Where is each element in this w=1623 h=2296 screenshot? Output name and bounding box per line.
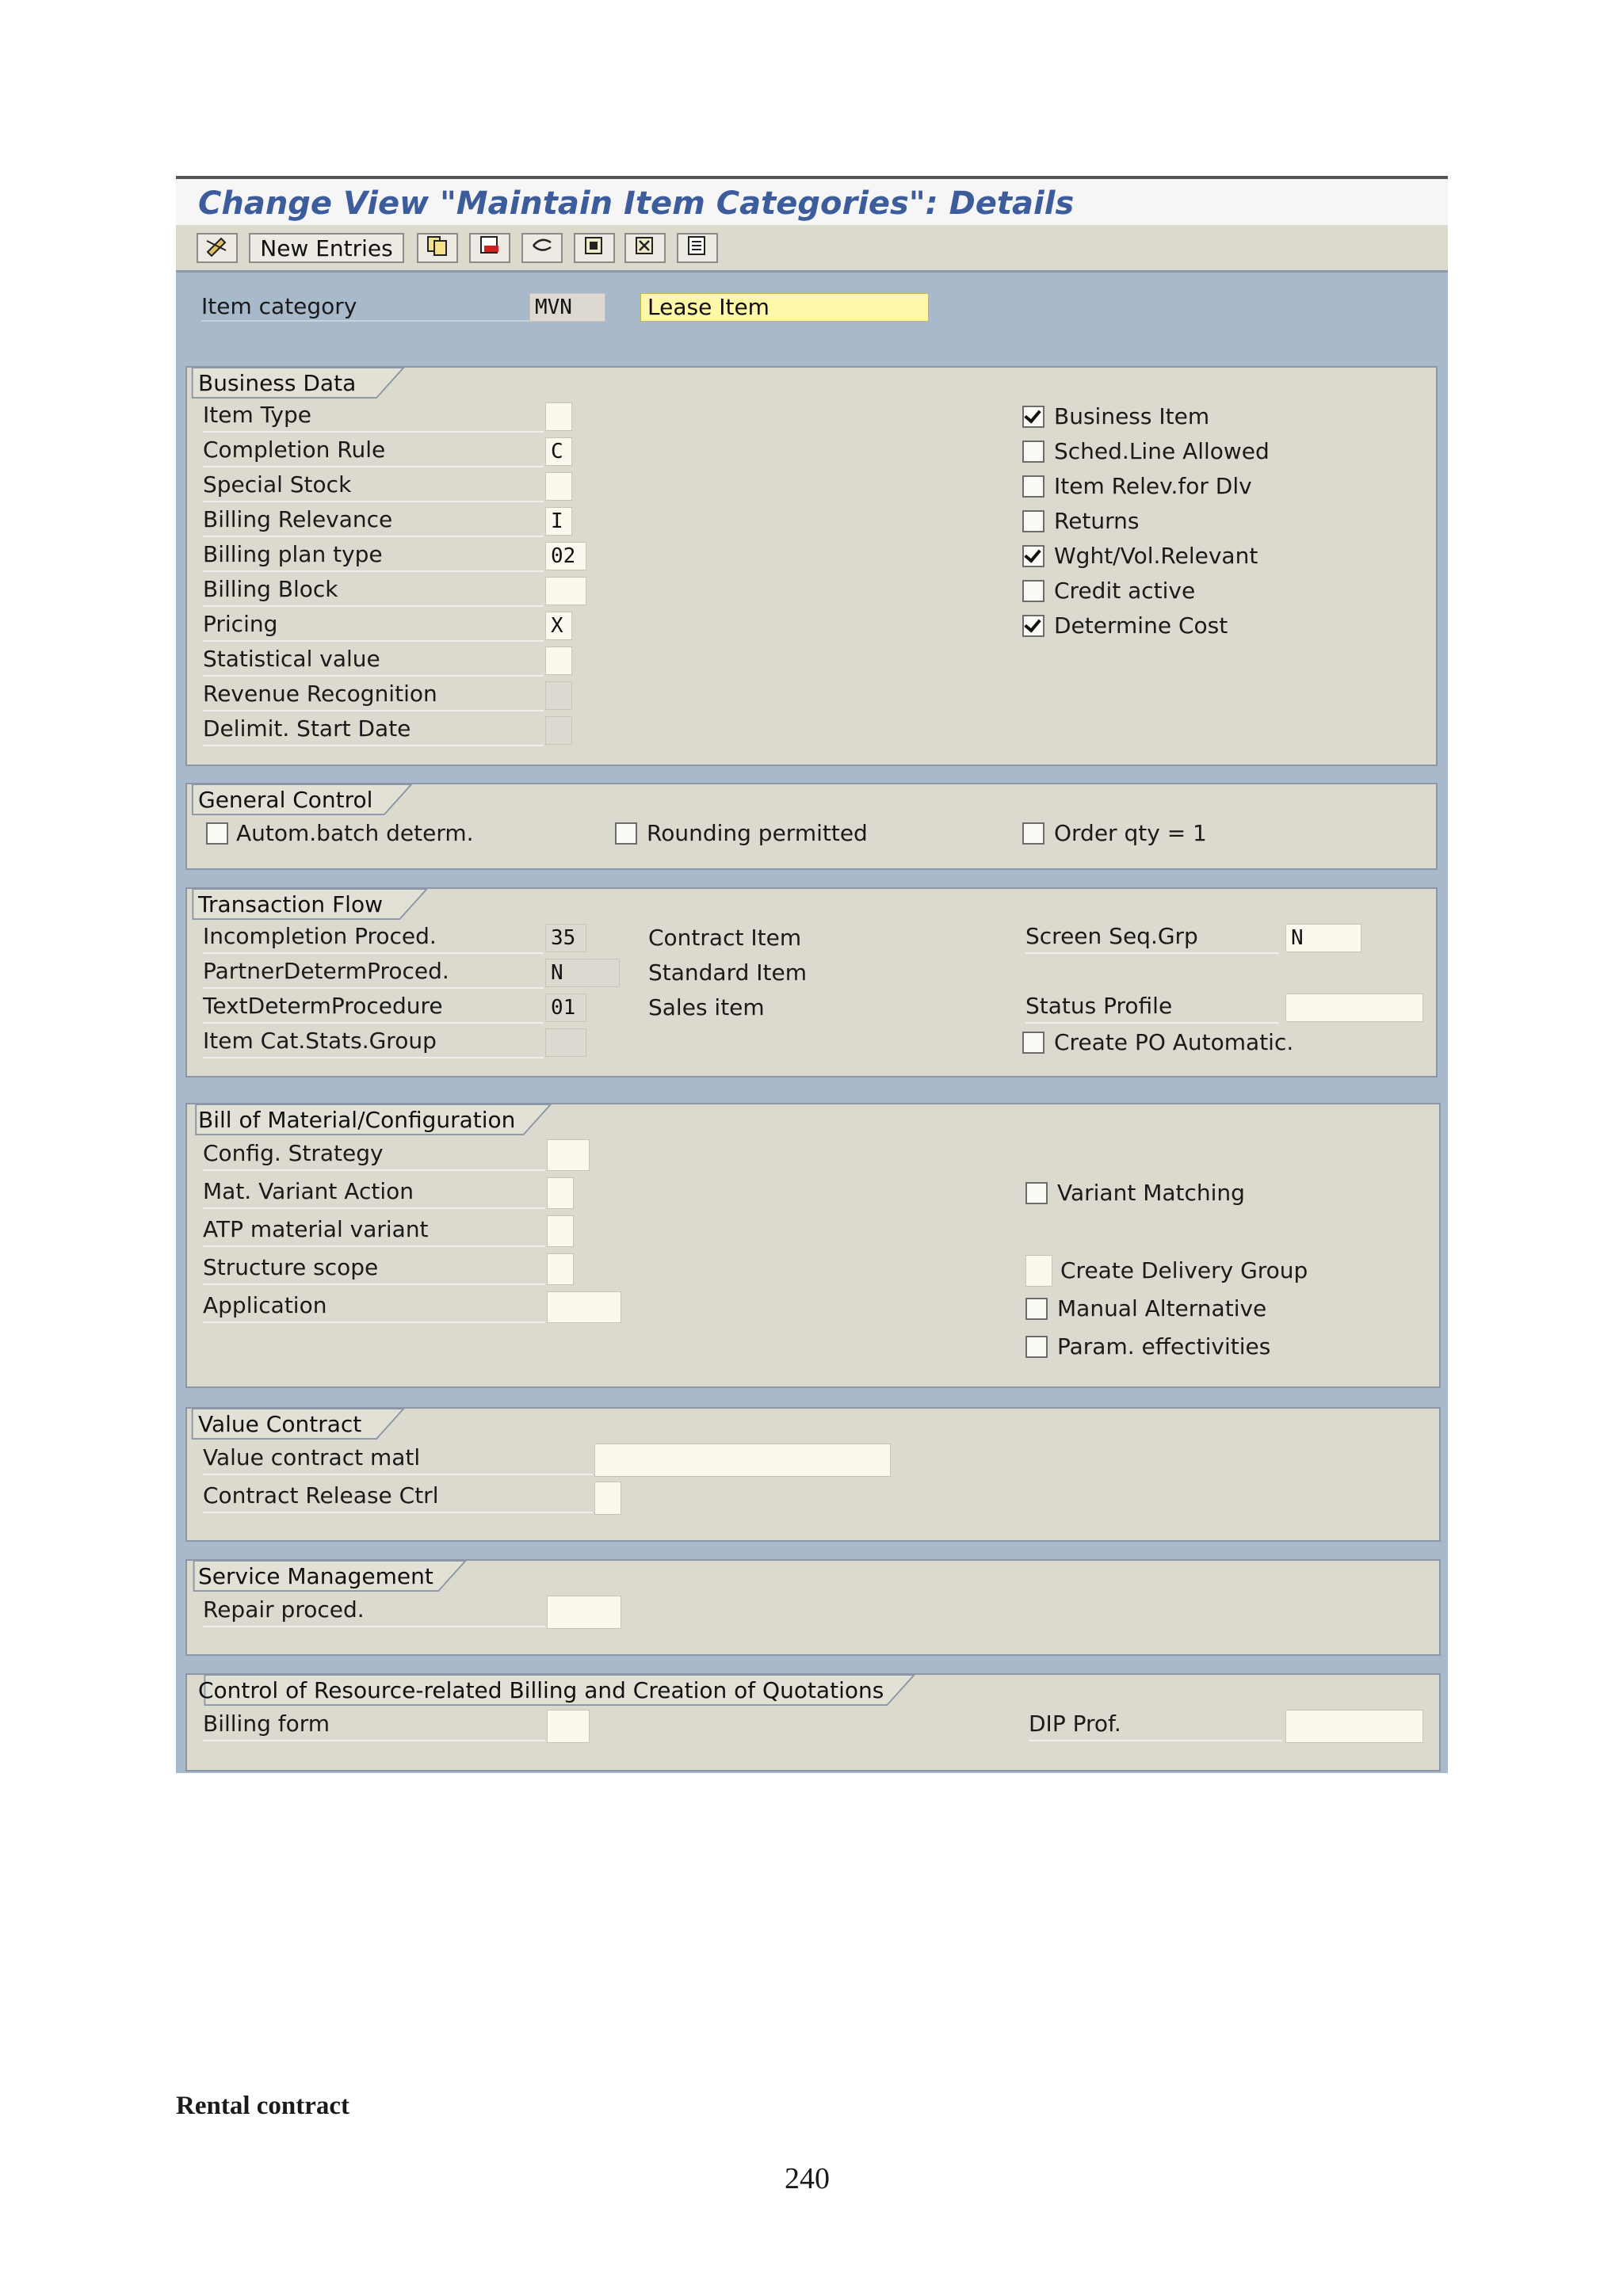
field-text-determ-procedure[interactable]: 01 [545,994,586,1022]
title-bar [176,176,1448,225]
label-statistical-value: Statistical value [203,645,544,677]
label-billing-plan-type: Billing plan type [203,540,544,572]
field-incompletion-proced[interactable]: 35 [545,924,586,952]
field-special-stock[interactable] [545,472,572,501]
field-value-contract-matl[interactable] [594,1444,891,1477]
field-statistical-value[interactable] [545,646,572,675]
delete-icon [478,235,502,262]
label-create-po-automatic: Create PO Automatic. [1054,1029,1294,1055]
change-display-button[interactable] [197,233,238,263]
item-category-description: Lease Item [640,293,929,322]
checkbox-autom-batch-determ[interactable] [206,822,228,845]
field-revenue-recognition[interactable] [545,681,572,710]
field-item-type[interactable] [545,402,572,431]
label-credit-active: Credit active [1054,578,1196,604]
group-business-data [185,366,1438,766]
field-config-strategy[interactable] [547,1139,590,1171]
checkbox-sched-line-allowed[interactable] [1022,441,1044,463]
field-contract-release-ctrl[interactable] [594,1482,621,1515]
deselect-icon [633,235,657,262]
label-contract-release-ctrl: Contract Release Ctrl [203,1482,593,1513]
field-structure-scope[interactable] [547,1253,574,1285]
label-mat-variant-action: Mat. Variant Action [203,1177,545,1209]
checkbox-rounding-permitted[interactable] [615,822,637,845]
group-title: Value Contract [198,1411,362,1437]
field-status-profile[interactable] [1285,994,1423,1022]
group-title: Business Data [198,370,357,396]
field-delimit-start-date[interactable] [545,716,572,745]
label-item-relev-for-dlv: Item Relev.for Dlv [1054,473,1252,499]
new-entries-button[interactable]: New Entries [249,233,404,263]
checkbox-wght-vol-relevant[interactable] [1022,545,1044,567]
label-config-strategy: Config. Strategy [203,1139,545,1171]
checkbox-item-relev-for-dlv[interactable] [1022,475,1044,498]
checkbox-create-po-automatic[interactable] [1022,1032,1044,1054]
page-number: 240 [785,2162,830,2195]
label-delimit-start-date: Delimit. Start Date [203,715,544,746]
application-toolbar [176,225,1448,273]
group-transaction-flow [185,887,1438,1077]
label-billing-form: Billing form [203,1710,545,1741]
label-rounding-permitted: Rounding permitted [647,820,868,846]
label-incompletion-proced: Incompletion Proced. [203,922,544,954]
field-application[interactable] [547,1291,621,1323]
label-completion-rule: Completion Rule [203,436,544,467]
label-repair-proced: Repair proced. [203,1596,545,1627]
label-structure-scope: Structure scope [203,1253,545,1285]
field-partner-determ-proced[interactable]: N [545,959,620,987]
checkbox-determine-cost[interactable] [1022,615,1044,637]
label-business-item: Business Item [1054,403,1210,429]
delete-button[interactable] [469,233,510,263]
undo-button[interactable] [521,233,563,263]
field-billing-block[interactable] [545,577,586,605]
label-order-qty-1: Order qty = 1 [1054,820,1207,846]
deselect-button[interactable] [624,233,666,263]
group-bill-of-material-configuration [185,1103,1441,1388]
checkbox-credit-active[interactable] [1022,580,1044,602]
label-special-stock: Special Stock [203,471,544,502]
text-sales-item: Sales item [648,994,765,1020]
group-service-management [185,1559,1441,1656]
label-dip-prof: DIP Prof. [1029,1710,1282,1741]
field-screen-seq-grp[interactable]: N [1285,924,1361,952]
checkbox-variant-matching[interactable] [1025,1182,1048,1204]
group-title: Control of Resource-related Billing and Creation of Quotations [198,1677,884,1703]
label-screen-seq-grp: Screen Seq.Grp [1025,922,1279,954]
field-billing-form[interactable] [547,1710,590,1743]
checkbox-param-effectivities[interactable] [1025,1336,1048,1358]
label-determine-cost: Determine Cost [1054,612,1228,639]
field-mat-variant-action[interactable] [547,1177,574,1209]
field-dip-prof[interactable] [1285,1710,1423,1743]
window-title: Change View "Maintain Item Categories": Details [198,185,1075,222]
label-billing-block: Billing Block [203,575,544,607]
checkbox-manual-alternative[interactable] [1025,1298,1048,1320]
sap-window [176,176,1448,1773]
label-returns: Returns [1054,508,1140,534]
label-item-type: Item Type [203,401,544,433]
label-param-effectivities: Param. effectivities [1057,1333,1271,1360]
document-caption: Rental contract [176,2092,350,2120]
field-completion-rule[interactable]: C [545,437,572,466]
group-title: General Control [198,787,373,813]
label-autom-batch-determ: Autom.batch determ. [236,820,474,846]
checkbox-business-item[interactable] [1022,406,1044,428]
field-item-cat-stats-group[interactable] [545,1028,586,1057]
field-create-delivery-group[interactable] [1025,1255,1052,1287]
field-billing-plan-type[interactable]: 02 [545,542,586,570]
label-billing-relevance: Billing Relevance [203,505,544,537]
group-title: Transaction Flow [198,891,383,917]
copy-icon [426,235,449,262]
select-all-icon [582,235,606,262]
item-category-field[interactable]: MVN [529,293,605,322]
text-standard-item: Standard Item [648,959,808,986]
group-title: Bill of Material/Configuration [198,1107,516,1133]
text-contract-item: Contract Item [648,925,802,951]
label-item-cat-stats-group: Item Cat.Stats.Group [203,1027,544,1058]
checkbox-order-qty-1[interactable] [1022,822,1044,845]
label-application: Application [203,1291,545,1323]
label-manual-alternative: Manual Alternative [1057,1295,1267,1322]
label-sched-line-allowed: Sched.Line Allowed [1054,438,1270,464]
label-revenue-recognition: Revenue Recognition [203,680,544,711]
group-general-control [185,783,1438,870]
checkbox-returns[interactable] [1022,510,1044,532]
group-title: Service Management [198,1563,433,1589]
label-atp-material-variant: ATP material variant [203,1215,545,1247]
field-repair-proced[interactable] [547,1596,621,1629]
label-value-contract-matl: Value contract matl [203,1444,593,1475]
group-value-contract [185,1407,1441,1542]
change-display-icon [205,235,229,262]
item-category-label: Item category [201,293,534,322]
field-billing-relevance[interactable]: I [545,507,572,536]
label-wght-vol-relevant: Wght/Vol.Relevant [1054,543,1258,569]
label-create-delivery-group: Create Delivery Group [1060,1257,1308,1283]
label-status-profile: Status Profile [1025,992,1279,1024]
label-partner-determ-proced: PartnerDetermProced. [203,957,544,989]
configuration-icon [685,235,709,262]
field-atp-material-variant[interactable] [547,1215,574,1247]
label-pricing: Pricing [203,610,544,642]
copy-button[interactable] [417,233,458,263]
configuration-button[interactable] [677,233,718,263]
undo-icon [530,235,554,262]
select-all-button[interactable] [574,233,615,263]
group-resource-related-billing [185,1673,1441,1772]
label-text-determ-procedure: TextDetermProcedure [203,992,544,1024]
label-variant-matching: Variant Matching [1057,1180,1245,1206]
field-pricing[interactable]: X [545,612,572,640]
